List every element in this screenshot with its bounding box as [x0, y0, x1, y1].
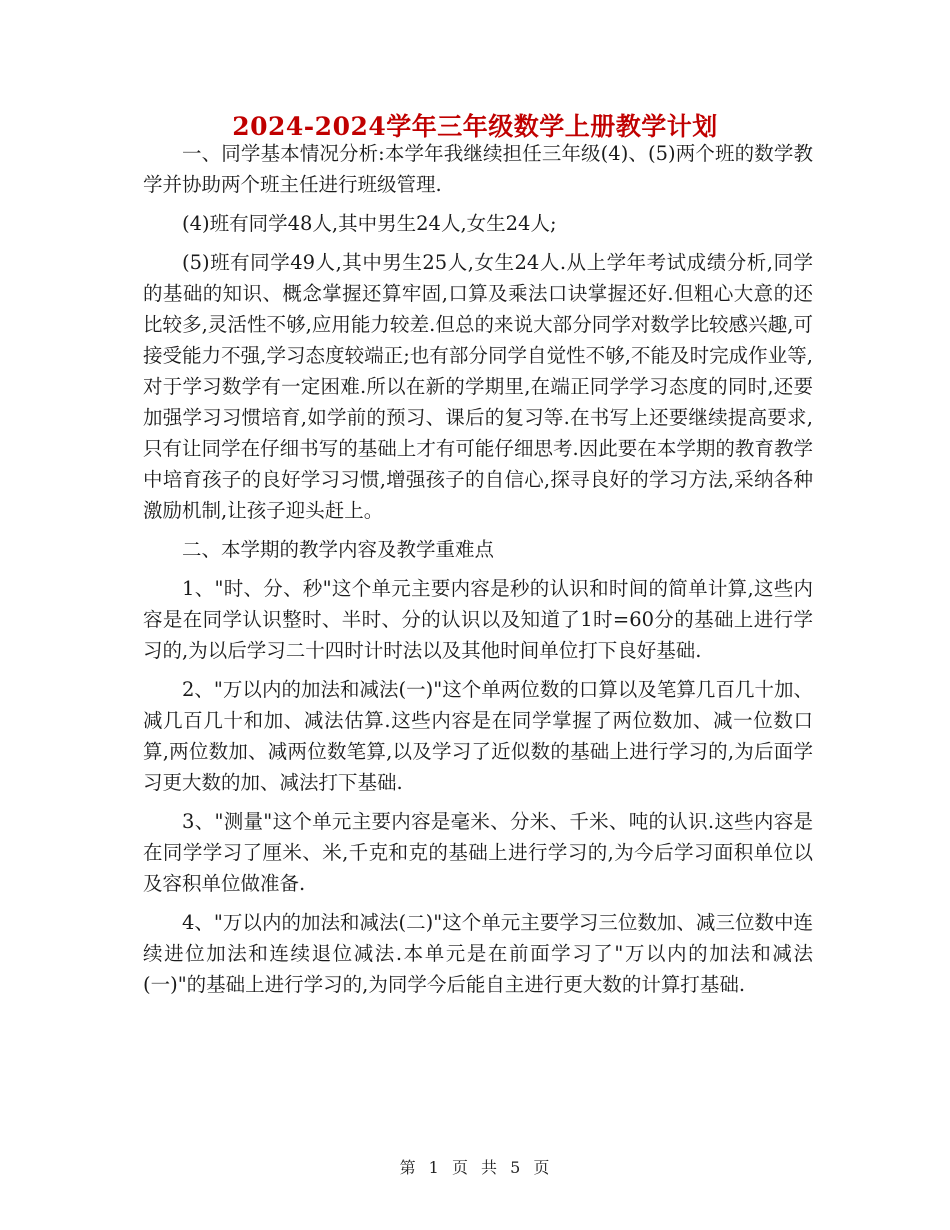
paragraph-unit-2: 2、"万以内的加法和减法(一)"这个单两位数的口算以及笔算几百几十加、减几百几十和加、减法估算.这些内容是在同学掌握了两位数加、减一位数口算,两位数加、减两位数笔算,以及学习了近似数的基础上进行学习的,为后面学习更大数的加、减法打下基础.: [143, 678, 813, 794]
paragraph-unit-3: 3、"测量"这个单元主要内容是毫米、分米、千米、吨的认识.这些内容是在同学学习了厘米、米,千克和克的基础上进行学习的,为今后学习面积单位以及容积单位做准备.: [143, 810, 813, 895]
paragraph-class-5: (5)班有同学49人,其中男生25人,女生24人.从上学年考试成绩分析,同学的基础的知识、概念掌握还算牢固,口算及乘法口诀掌握还好.但粗心大意的还比较多,灵活性不够,应用能力较差.但总的来说大部分同学对数学比较感兴趣,可接受能力不强,学习态度较端正;也有部分同学自觉性不够,不能及时完成作业等,对于学习数学有一定困难.所以在新的学期里,在端正同学学习态度的同时,还要加强学习习惯培育,如学前的预习、课后的复习等.在书写上还要继续提高要求,只有让同学在仔细书写的基础上才有可能仔细思考.因此要在本学期的教育教学中培育孩子的良好学习习惯,增强孩子的自信心,探寻良好的学习方法,采纳各种激励机制,让孩子迎头赶上。: [143, 251, 813, 522]
paragraph-class-4: (4)班有同学48人,其中男生24人,女生24人;: [182, 212, 557, 235]
paragraph-section-two-heading: 二、本学期的教学内容及教学重难点: [182, 538, 495, 561]
paragraph-student-analysis: 一、同学基本情况分析:本学年我继续担任三年级(4)、(5)两个班的数学教学并协助两个班主任进行班级管理.: [143, 142, 813, 196]
paragraph-unit-1: 1、"时、分、秒"这个单元主要内容是秒的认识和时间的简单计算,这些内容是在同学认识整时、半时、分的认识以及知道了1时=60分的基础上进行学习的,为以后学习二十四时计时法以及其他时间单位打下良好基础.: [143, 577, 813, 662]
paragraph-unit-4: 4、"万以内的加法和减法(二)"这个单元主要学习三位数加、减三位数中连续进位加法和连续退位减法.本单元是在前面学习了"万以内的加法和减法(一)"的基础上进行学习的,为同学今后能自主进行更大数的计算打基础.: [143, 911, 813, 996]
document-title: 2024-2024学年三年级数学上册教学计划: [232, 112, 718, 141]
page-footer: 第 1 页 共 5 页: [399, 1158, 551, 1177]
document-body: [143, 138, 813, 1000]
